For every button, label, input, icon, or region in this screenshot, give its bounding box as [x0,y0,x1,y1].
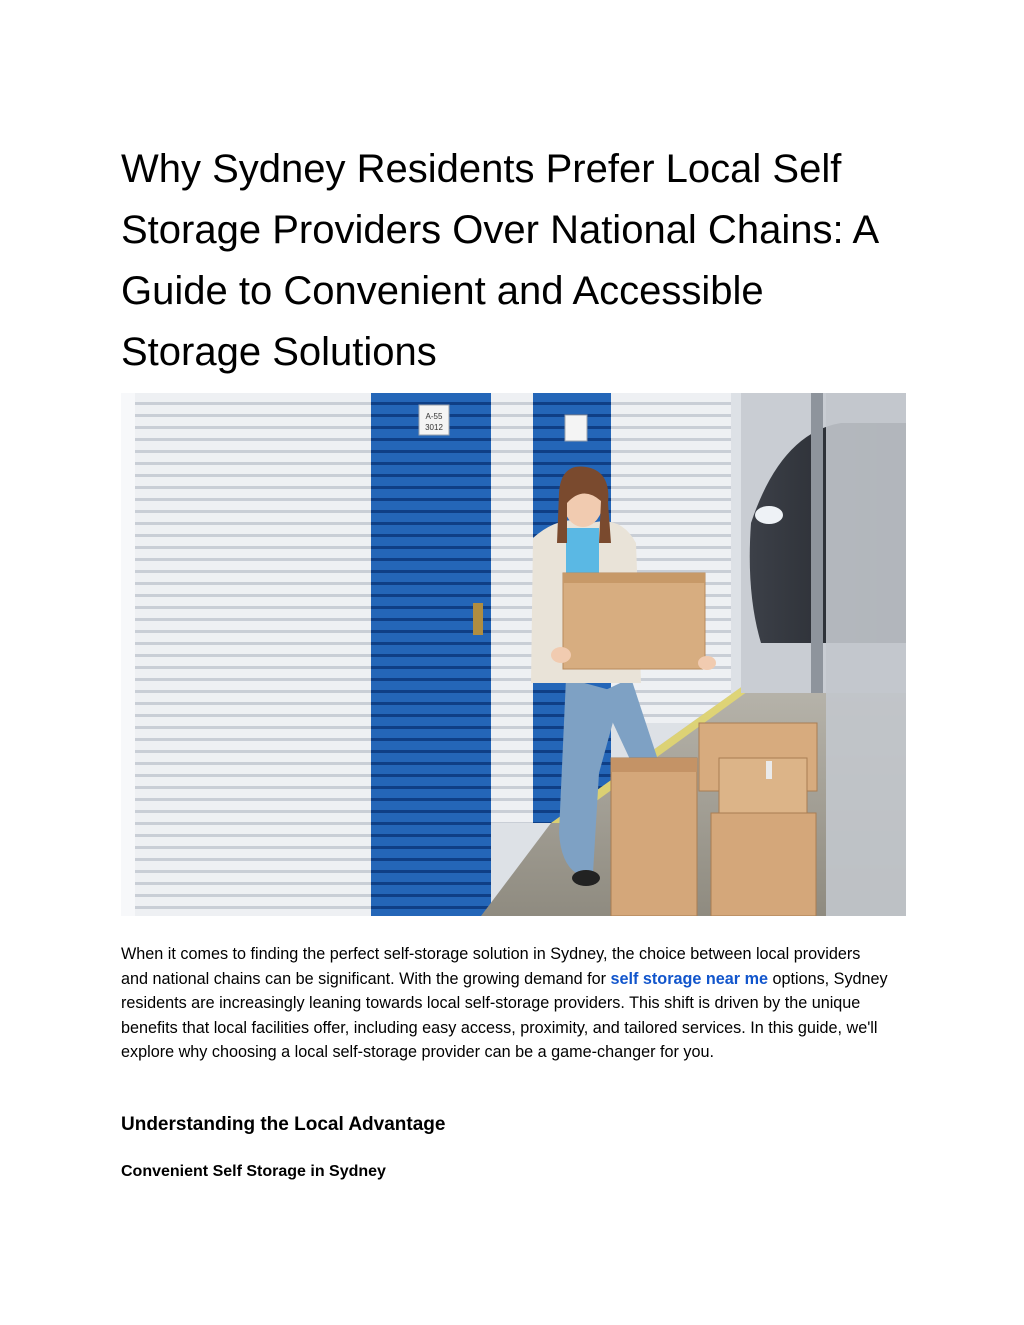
unit-label-top: A-55 [425,412,443,421]
unit-label-bottom: 3012 [425,423,443,432]
padlock [473,603,483,635]
intro-text-after-link: options, Sydney residents are increasingly leaning towards local self-storage providers. This shift is driven by the unique benefits that local facilities offer, including easy access, proximity, and tailored services. In this guide, we'll explore why choosing a local self-storage provider can be a game-changer for you. [121,969,888,1061]
page-title: Why Sydney Residents Prefer Local Self Storage Providers Over National Chains: A Guide to Convenient and Accessible Storage Solutions [121,147,877,374]
subsection-heading: Convenient Self Storage in Sydney [121,1163,386,1180]
section-heading: Understanding the Local Advantage [121,1114,446,1135]
blue-shutter-door [371,393,491,916]
self-storage-near-me-link[interactable]: self storage near me [610,969,768,988]
foreground-pillar [826,393,906,916]
hero-image [121,393,906,916]
intro-text-before-link: When it comes to finding the perfect self-storage solution in Sydney, the choice between local providers and national chains can be significant. With the growing demand for [121,945,861,988]
white-shutter-left [121,393,371,916]
intro-paragraph [121,942,891,1065]
storage-photo-illustration [121,393,906,916]
carried-box [563,573,705,669]
